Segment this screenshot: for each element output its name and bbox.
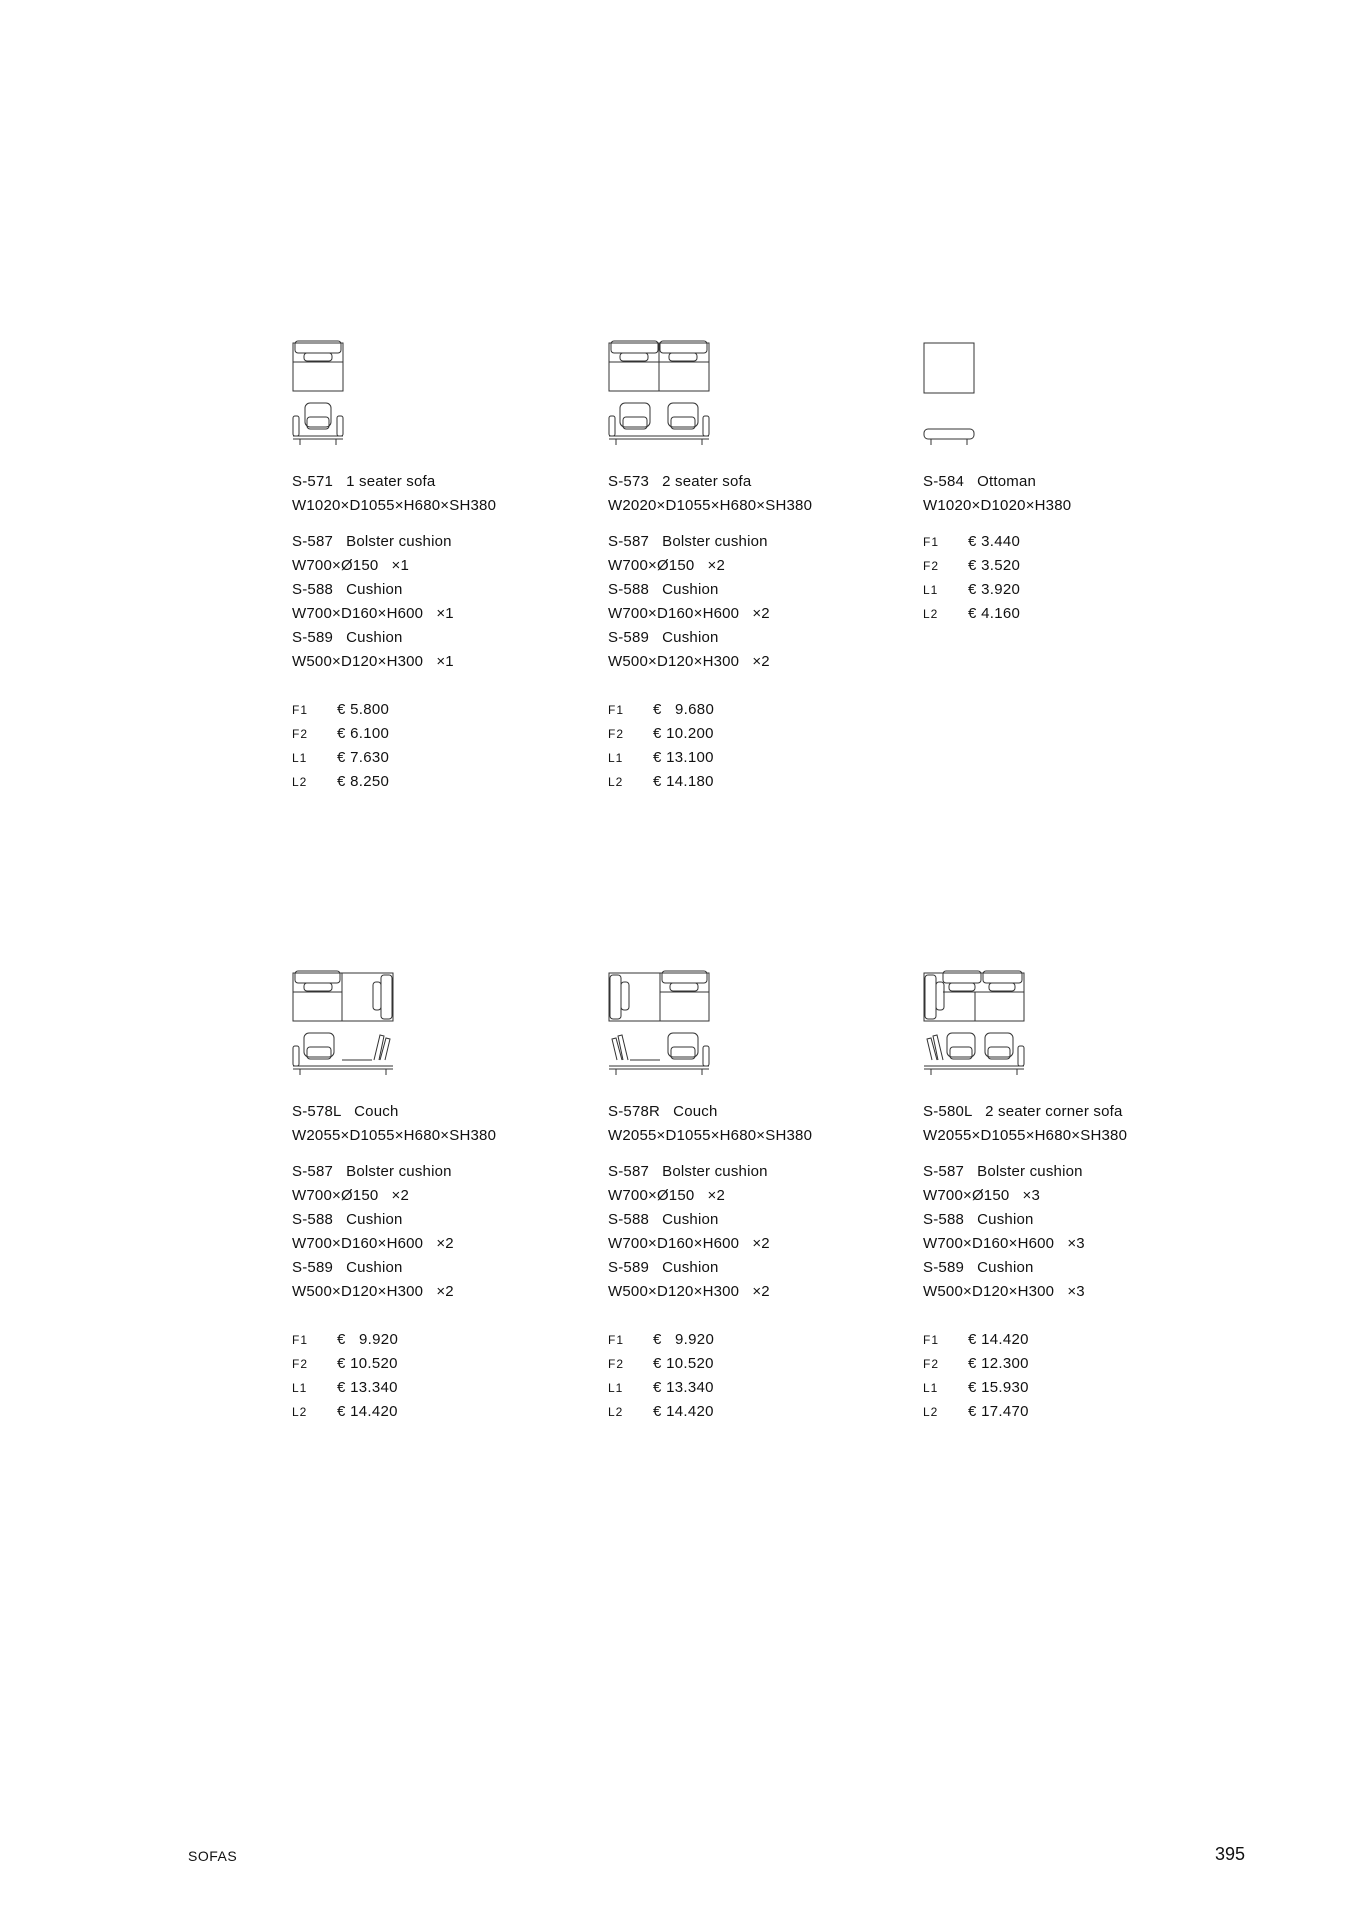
price-amount: € 14.420 [968,1331,1029,1348]
part-title: S-589 Cushion [923,1259,1034,1276]
part-spec: W700×Ø150 ×2 [608,557,726,574]
part-title: S-587 Bolster cushion [608,533,768,550]
section-label: SOFAS [188,1848,238,1864]
price-list [292,698,582,794]
price-amount: € 10.520 [337,1355,398,1372]
part-title: S-589 Cushion [292,629,403,646]
price-grade: F2 [923,1357,940,1371]
price-row [292,1400,582,1424]
couch-left-elevation-icon [292,1030,402,1080]
price-list [608,698,898,794]
price-grade: F1 [608,1333,625,1347]
price-grade: L1 [608,751,624,765]
price-amount: € 8.250 [337,773,390,790]
couch-right-plan-icon [608,970,718,1025]
product-dimensions: W1020×D1020×H380 [923,497,1072,514]
product-title: S-571 1 seater sofa [292,473,436,490]
price-amount: € 13.100 [653,749,714,766]
price-grade: L2 [608,775,624,789]
product-dimensions: W1020×D1055×H680×SH380 [292,497,497,514]
price-amount: € 6.100 [337,725,390,742]
couch-left-plan-icon [292,970,402,1025]
product-s578l [292,970,582,1424]
corner-sofa-plan-icon [923,970,1033,1025]
price-amount: € 14.180 [653,773,714,790]
price-list [608,1328,898,1424]
two-seater-elevation-icon [608,400,718,450]
price-row [923,554,1213,578]
part-spec: W700×Ø150 ×2 [608,1187,726,1204]
price-amount: € 17.470 [968,1403,1029,1420]
price-grade: F2 [923,559,940,573]
product-dimensions: W2020×D1055×H680×SH380 [608,497,813,514]
product-title: S-580L 2 seater corner sofa [923,1103,1123,1120]
part-spec: W700×Ø150 ×2 [292,1187,410,1204]
price-amount: € 5.800 [337,701,390,718]
part-spec: W700×D160×H600 ×2 [608,1235,770,1252]
part-spec: W700×Ø150 ×3 [923,1187,1041,1204]
price-list [923,530,1213,626]
price-amount: € 4.160 [968,605,1021,622]
part-title: S-588 Cushion [608,581,719,598]
product-dimensions: W2055×D1055×H680×SH380 [608,1127,813,1144]
price-amount: € 7.630 [337,749,390,766]
product-s571 [292,340,582,794]
two-seater-drawing [608,340,898,470]
price-grade: F2 [608,1357,625,1371]
one-seater-drawing [292,340,582,470]
price-row [292,770,582,794]
price-row [923,1400,1213,1424]
part-spec: W700×D160×H600 ×2 [608,605,770,622]
price-row [923,578,1213,602]
part-spec: W700×Ø150 ×1 [292,557,410,574]
two-seater-plan-icon [608,340,718,395]
parts-list [608,530,898,674]
price-grade: F1 [292,1333,309,1347]
price-row [292,698,582,722]
part-title: S-587 Bolster cushion [923,1163,1083,1180]
product-s580l [923,970,1213,1424]
price-row [292,746,582,770]
product-title: S-578L Couch [292,1103,399,1120]
part-title: S-587 Bolster cushion [292,533,452,550]
product-dimensions: W2055×D1055×H680×SH380 [923,1127,1128,1144]
part-title: S-588 Cushion [923,1211,1034,1228]
price-row [292,722,582,746]
price-list [923,1328,1213,1424]
price-list [292,1328,582,1424]
price-grade: L1 [608,1381,624,1395]
one-seater-elevation-icon [292,400,352,450]
price-row [923,1376,1213,1400]
product-s578r [608,970,898,1424]
part-spec: W500×D120×H300 ×2 [608,653,770,670]
price-row [608,1328,898,1352]
product-s584 [923,340,1213,626]
part-spec: W500×D120×H300 ×2 [292,1283,454,1300]
part-title: S-587 Bolster cushion [292,1163,452,1180]
price-amount: € 3.520 [968,557,1021,574]
price-amount: € 9.920 [653,1331,715,1348]
price-grade: L1 [923,1381,939,1395]
part-title: S-589 Cushion [608,629,719,646]
price-row [292,1352,582,1376]
price-row [292,1328,582,1352]
price-amount: € 3.440 [968,533,1021,550]
price-grade: L2 [923,1405,939,1419]
part-title: S-588 Cushion [292,581,403,598]
price-grade: L2 [923,607,939,621]
product-title: S-573 2 seater sofa [608,473,752,490]
price-grade: F1 [608,703,625,717]
part-title: S-587 Bolster cushion [608,1163,768,1180]
price-row [608,698,898,722]
price-grade: L1 [292,751,308,765]
couch-left-drawing [292,970,582,1100]
couch-right-elevation-icon [608,1030,718,1080]
price-grade: L2 [292,1405,308,1419]
price-amount: € 14.420 [337,1403,398,1420]
price-grade: L2 [608,1405,624,1419]
price-row [923,530,1213,554]
ottoman-elevation-icon [923,400,983,450]
price-row [923,1328,1213,1352]
product-dimensions: W2055×D1055×H680×SH380 [292,1127,497,1144]
price-amount: € 13.340 [653,1379,714,1396]
price-amount: € 15.930 [968,1379,1029,1396]
price-amount: € 14.420 [653,1403,714,1420]
part-title: S-588 Cushion [292,1211,403,1228]
price-row [608,1352,898,1376]
parts-list [923,1160,1213,1304]
price-grade: F2 [292,727,309,741]
price-grade: F1 [292,703,309,717]
corner-sofa-elevation-icon [923,1030,1033,1080]
product-title: S-578R Couch [608,1103,718,1120]
price-row [608,746,898,770]
product-title: S-584 Ottoman [923,473,1037,490]
price-amount: € 12.300 [968,1355,1029,1372]
corner-sofa-drawing [923,970,1213,1100]
part-title: S-589 Cushion [608,1259,719,1276]
price-grade: F1 [923,535,940,549]
price-row [608,1376,898,1400]
price-grade: F1 [923,1333,940,1347]
price-amount: € 9.920 [337,1331,399,1348]
price-amount: € 9.680 [653,701,715,718]
price-grade: L1 [292,1381,308,1395]
price-grade: L2 [292,775,308,789]
parts-list [292,530,582,674]
parts-list [292,1160,582,1304]
price-amount: € 10.200 [653,725,714,742]
part-spec: W700×D160×H600 ×2 [292,1235,454,1252]
part-spec: W500×D120×H300 ×2 [608,1283,770,1300]
part-title: S-588 Cushion [608,1211,719,1228]
price-row [292,1376,582,1400]
ottoman-drawing [923,340,1213,470]
parts-list [608,1160,898,1304]
couch-right-drawing [608,970,898,1100]
price-grade: F2 [292,1357,309,1371]
price-amount: € 13.340 [337,1379,398,1396]
product-s573 [608,340,898,794]
price-grade: F2 [608,727,625,741]
price-row [608,1400,898,1424]
part-spec: W700×D160×H600 ×3 [923,1235,1085,1252]
price-row [923,602,1213,626]
part-spec: W500×D120×H300 ×1 [292,653,454,670]
part-title: S-589 Cushion [292,1259,403,1276]
one-seater-plan-icon [292,340,352,395]
price-row [608,770,898,794]
ottoman-plan-icon [923,340,983,395]
part-spec: W500×D120×H300 ×3 [923,1283,1085,1300]
page-number: 395 [1214,1844,1245,1864]
price-grade: L1 [923,583,939,597]
price-amount: € 3.920 [968,581,1021,598]
price-row [608,722,898,746]
price-amount: € 10.520 [653,1355,714,1372]
part-spec: W700×D160×H600 ×1 [292,605,454,622]
price-row [923,1352,1213,1376]
